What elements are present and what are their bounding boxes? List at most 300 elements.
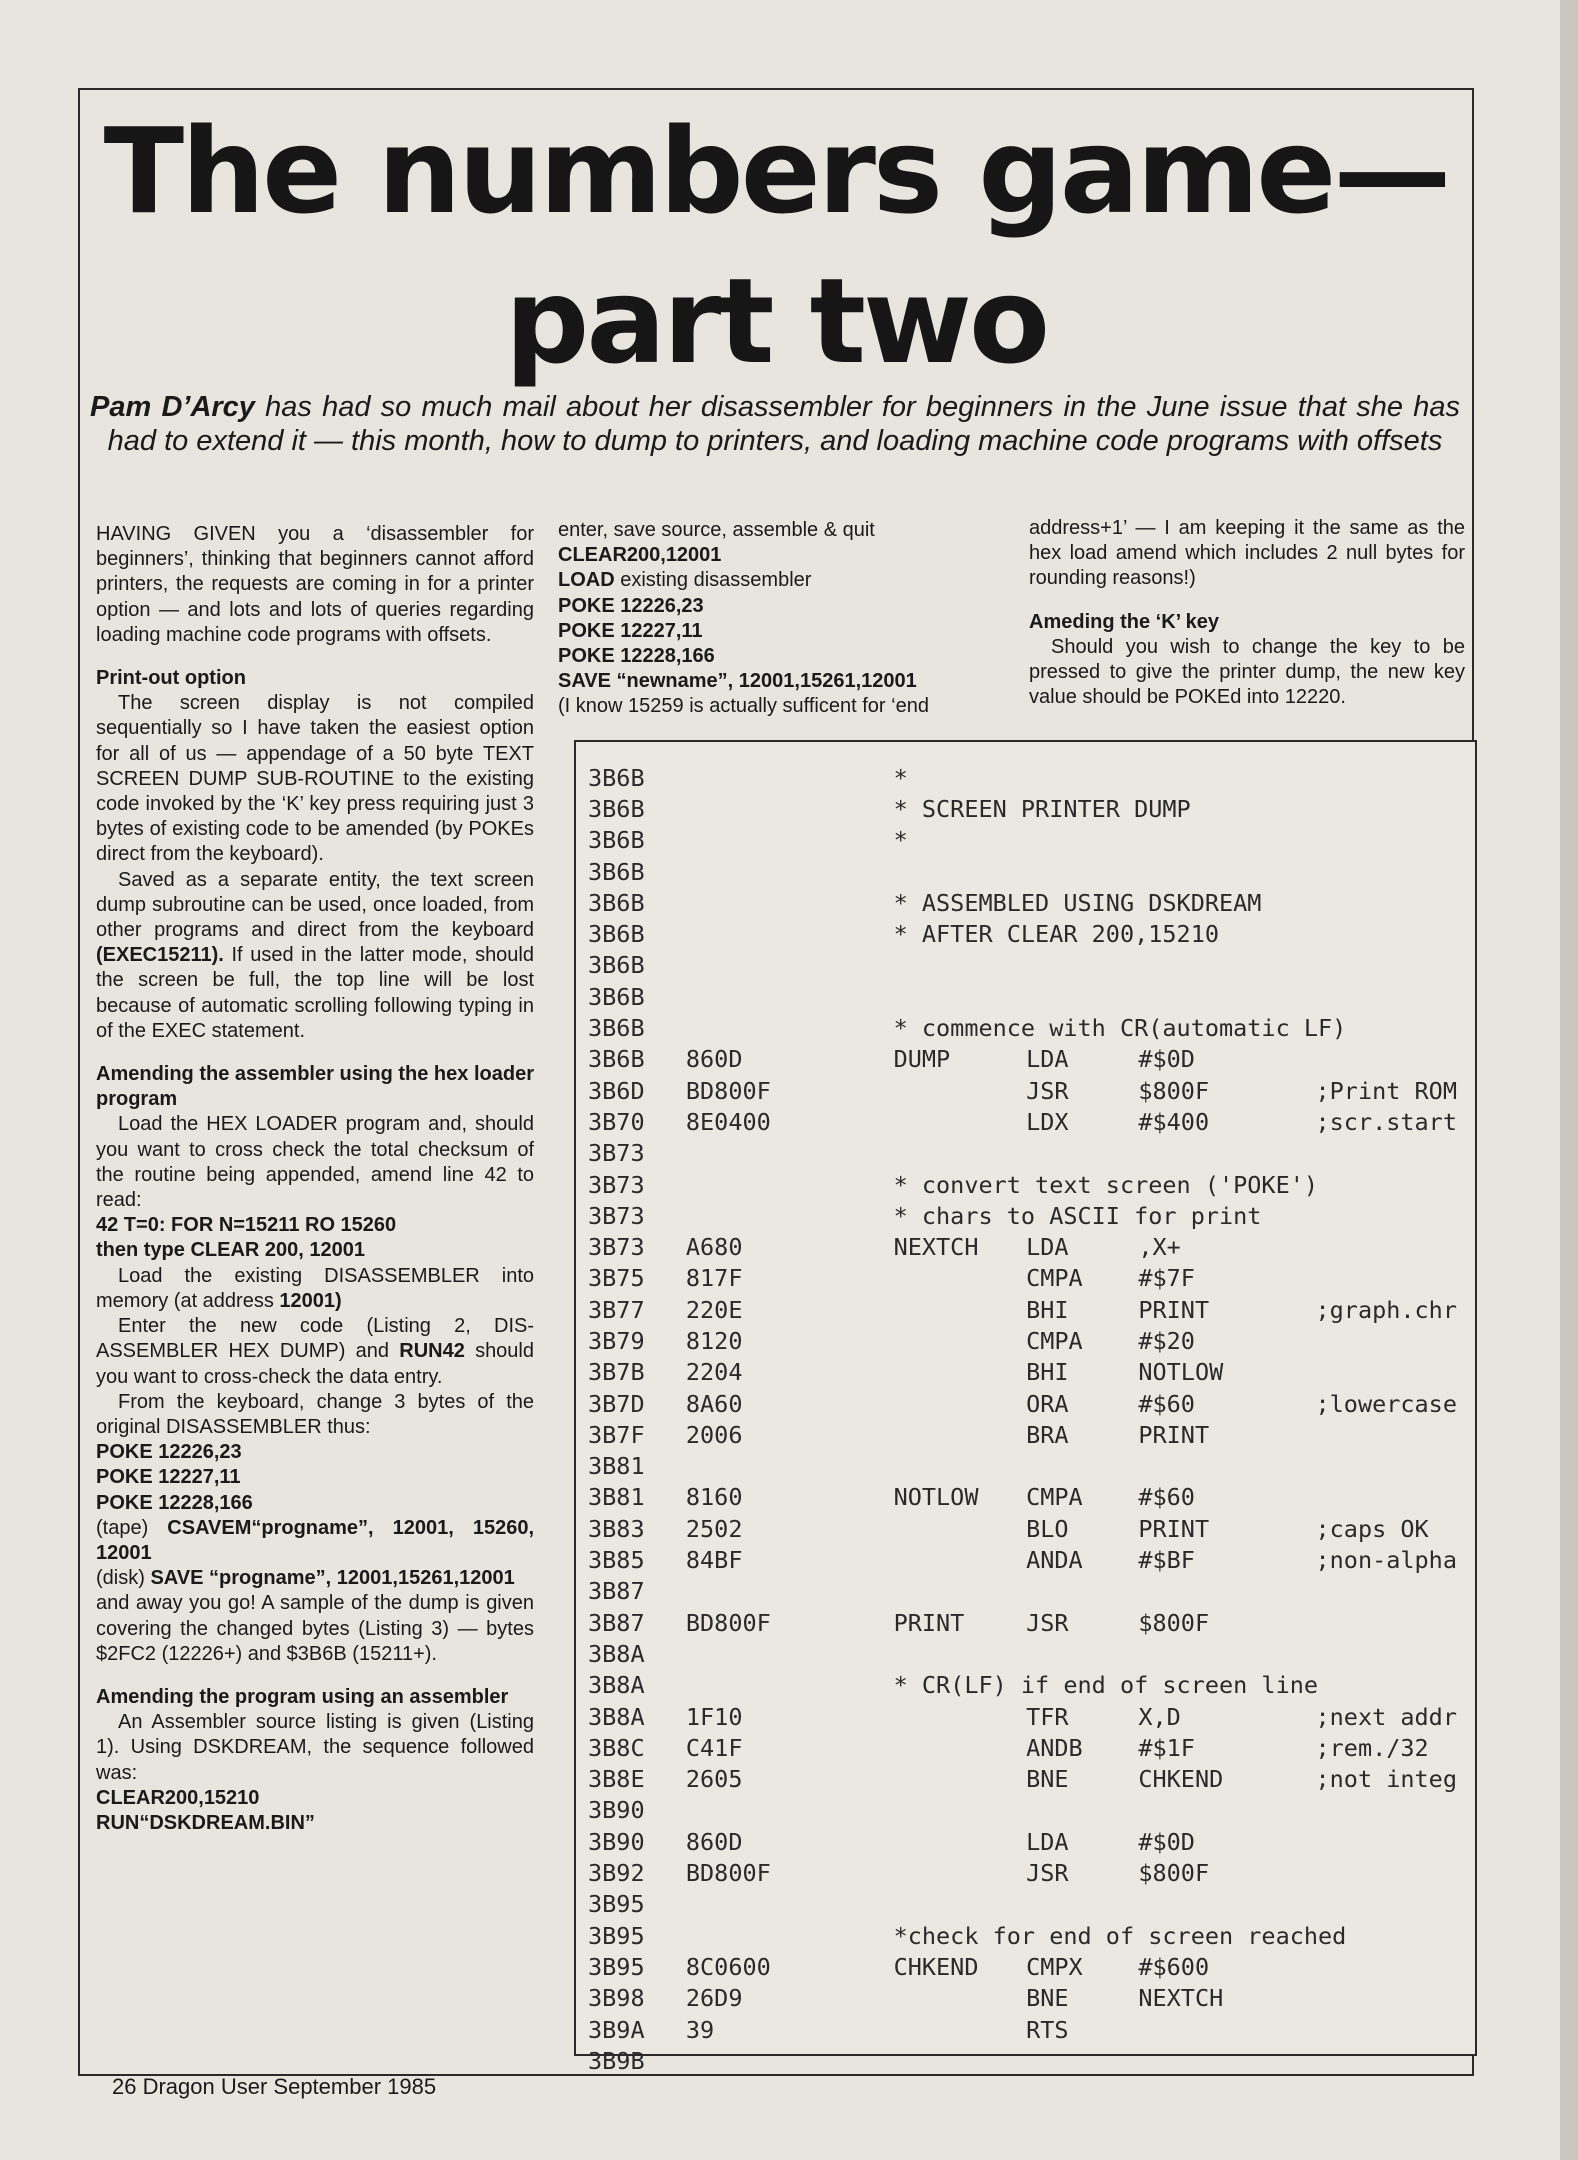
listing-operand: PRINT (1138, 1295, 1210, 1324)
listing-row (588, 1701, 1475, 1732)
listing-operand: NOTLOW (1138, 1358, 1224, 1387)
listing-row (588, 1951, 1475, 1982)
listing-opcode (1026, 1638, 1138, 1669)
listing-opcode (1026, 2045, 1138, 2076)
listing-machine-code: 2006 (685, 1420, 743, 1449)
listing-row (588, 1044, 1475, 1075)
listing-row (588, 1889, 1475, 1920)
listing-comment (1316, 1857, 1476, 1888)
listing-label (894, 1513, 1027, 1544)
listing-machine-code: 2502 (685, 1514, 743, 1543)
listing-comment (1316, 1795, 1476, 1826)
listing-comment (1316, 950, 1476, 981)
listing-address: 3B6B (588, 920, 645, 949)
listing-label (894, 1638, 1027, 1669)
assembler-listing (574, 740, 1477, 2075)
code-line: CLEAR200,12001 (558, 544, 722, 567)
listing-label: DUMP (893, 1045, 951, 1074)
listing-label (894, 1325, 1027, 1356)
listing-machine-code: 84BF (685, 1546, 743, 1575)
listing-opcode (1026, 1889, 1138, 1920)
listing-row (588, 887, 1475, 918)
listing-operand (1138, 1138, 1315, 1169)
listing-label (894, 2014, 1027, 2045)
listing-comment: * (893, 763, 908, 792)
listing-opcode: LDX (1026, 1107, 1069, 1136)
listing-machine-code: 817F (685, 1264, 743, 1293)
listing-machine-code: 26D9 (685, 1984, 743, 2013)
listing-address: 3B6B (588, 982, 645, 1011)
listing-opcode: LDA (1026, 1827, 1069, 1856)
listing-address: 3B8A (588, 1639, 645, 1668)
listing-row (588, 1138, 1475, 1169)
listing-label (894, 1544, 1027, 1575)
listing-comment (1316, 1889, 1476, 1920)
listing-label (894, 856, 1027, 887)
listing-row (588, 1920, 1475, 1951)
listing-comment: * chars to ASCII for print (893, 1201, 1262, 1230)
listing-address: 3B73 (588, 1201, 645, 1230)
listing-row (588, 1482, 1475, 1513)
listing-machine-code: 8E0400 (685, 1107, 771, 1136)
column-3 (1029, 516, 1465, 710)
listing-label (894, 1983, 1027, 2014)
listing-label (894, 1857, 1027, 1888)
listing-address: 3B9B (588, 2046, 645, 2075)
listing-operand (1138, 1576, 1315, 1607)
listing-label (894, 1826, 1027, 1857)
listing-address: 3B95 (588, 1921, 645, 1950)
listing-machine-code (686, 1920, 894, 1951)
author-name: Pam D’Arcy (90, 391, 255, 423)
listing-label (894, 981, 1027, 1012)
listing-comment (1316, 981, 1476, 1012)
listing-comment (1316, 1263, 1476, 1294)
code-text: LOAD (558, 569, 615, 592)
listing-operand: $800F (1138, 1859, 1210, 1888)
listing-machine-code: C41F (685, 1733, 743, 1762)
listing-address: 3B7F (588, 1420, 645, 1449)
listing-row (588, 1764, 1475, 1795)
listing-row (588, 1795, 1475, 1826)
listing-comment: ;next addr (1315, 1702, 1457, 1731)
listing-machine-code (686, 1012, 894, 1043)
listing-label (894, 1889, 1027, 1920)
listing-operand: #$600 (1138, 1952, 1210, 1981)
listing-address: 3B9A (588, 2015, 645, 2044)
listing-label (894, 1294, 1027, 1325)
listing-machine-code (686, 2045, 894, 2076)
listing-row (588, 1169, 1475, 1200)
listing-comment: * convert text screen ('POKE') (893, 1170, 1319, 1199)
listing-opcode (1026, 1451, 1138, 1482)
paragraph (96, 1264, 534, 1314)
code-line: SAVE “newname”, 12001,15261,12001 (558, 670, 917, 693)
code-text: CSAVEM“progname”, 12001, 15260, 12001 (96, 1516, 534, 1564)
code-line: POKE 12227,11 (558, 619, 703, 642)
listing-row (588, 1231, 1475, 1262)
listing-row (588, 1544, 1475, 1575)
listing-label: PRINT (893, 1608, 965, 1637)
paragraph (96, 868, 534, 1044)
listing-operand: #$60 (1138, 1389, 1195, 1418)
listing-opcode (1026, 856, 1138, 887)
listing-machine-code (686, 1889, 894, 1920)
paragraph (96, 1314, 534, 1390)
listing-address: 3B90 (588, 1796, 645, 1825)
listing-address: 3B90 (588, 1827, 645, 1856)
listing-row (588, 1732, 1475, 1763)
paragraph: An Assembler source listing is given (Listing 1). Using DSKDREAM, the sequence followed was: (96, 1711, 534, 1784)
page-footer: 26 Dragon User September 1985 (112, 2074, 437, 2099)
listing-machine-code (686, 856, 894, 887)
listing-comment (1316, 1576, 1476, 1607)
text-line (558, 568, 998, 593)
code-line: POKE 12227,11 (96, 1466, 241, 1489)
listing-label (894, 1106, 1027, 1137)
listing-row (588, 1075, 1475, 1106)
listing-machine-code (686, 825, 894, 856)
listing-address: 3B92 (588, 1859, 645, 1888)
listing-address: 3B73 (588, 1170, 645, 1199)
listing-operand: $800F (1138, 1076, 1210, 1105)
disk-command (96, 1566, 534, 1591)
listing-opcode: ORA (1026, 1389, 1069, 1418)
listing-label (894, 1795, 1027, 1826)
listing-address: 3B8E (588, 1765, 645, 1794)
listing-address: 3B98 (588, 1984, 645, 2013)
listing-machine-code: BD800F (685, 1608, 771, 1637)
heading-print-out-option: Print-out option (96, 667, 246, 690)
listing-label (894, 1075, 1027, 1106)
heading-k-key: Ameding the ‘K’ key (1029, 610, 1220, 633)
listing-label: NEXTCH (893, 1233, 979, 1262)
listing-row (588, 2014, 1475, 2045)
listing-label: NOTLOW (893, 1483, 979, 1512)
listing-machine-code (686, 1200, 894, 1231)
listing-row (588, 1670, 1475, 1701)
listing-machine-code: 2605 (685, 1765, 743, 1794)
listing-row (588, 1388, 1475, 1419)
listing-operand: #$400 (1138, 1107, 1210, 1136)
listing-operand: #$7F (1138, 1264, 1195, 1293)
listing-comment: * ASSEMBLED USING DSKDREAM (893, 888, 1262, 917)
listing-row (588, 2045, 1475, 2076)
listing-operand (1138, 1638, 1315, 1669)
listing-operand: $800F (1138, 1608, 1210, 1637)
listing-label (894, 1576, 1027, 1607)
listing-comment: * CR(LF) if end of screen line (893, 1671, 1319, 1700)
listing-opcode: BHI (1026, 1295, 1069, 1324)
text: should you want to cross-check the data entry. (96, 1340, 534, 1388)
code-line: then type CLEAR 200, 12001 (96, 1239, 365, 1262)
text-line: (I know 15259 is actually sufficent for ‘end (558, 695, 929, 718)
listing-opcode: JSR (1026, 1076, 1069, 1105)
listing-row (588, 1263, 1475, 1294)
listing-operand: ,X+ (1138, 1233, 1181, 1262)
listing-opcode: LDA (1026, 1045, 1069, 1074)
listing-opcode: BNE (1026, 1984, 1069, 2013)
listing-address: 3B79 (588, 1326, 645, 1355)
listing-comment: * (893, 826, 908, 855)
listing-comment: ;rem./32 (1315, 1733, 1429, 1762)
listing-label: CHKEND (893, 1952, 979, 1981)
listing-label (894, 1388, 1027, 1419)
paragraph: From the keyboard, change 3 bytes of the original DISASSEMBLER thus: (96, 1390, 534, 1438)
listing-address: 3B8A (588, 1702, 645, 1731)
listing-row (588, 1513, 1475, 1544)
listing-row (588, 1576, 1475, 1607)
listing-machine-code (686, 1576, 894, 1607)
listing-row (588, 762, 1475, 793)
listing-address: 3B8C (588, 1733, 645, 1762)
listing-operand (1138, 856, 1315, 887)
heading-hex-loader: Amending the assembler using the hex loader program (96, 1063, 534, 1111)
listing-comment: *check for end of screen reached (893, 1921, 1347, 1950)
listing-address: 3B6B (588, 763, 645, 792)
text: existing disassembler (614, 569, 812, 592)
listing-machine-code (686, 1451, 894, 1482)
listing-operand: X,D (1138, 1702, 1181, 1731)
paragraph: The screen display is not compiled sequentially so I have taken the easiest option for all of us — appendage of a 50 byte TEXT SCREEN DUMP SUB-ROUTINE to the existing code invoked by the ‘K’ key press requiring just 3 bytes of existing code to be amended (by POKEs direct from the keyboard). (96, 692, 534, 866)
listing-opcode: CMPA (1026, 1264, 1083, 1293)
listing-operand (1138, 1889, 1315, 1920)
listing-address: 3B6B (588, 794, 645, 823)
text: Saved as a separate entity, the text screen dump subroutine can be used, once loaded, from other programs and direct from the keyboard (96, 868, 534, 942)
code-line: RUN“DSKDREAM.BIN” (96, 1811, 315, 1834)
listing-comment: ;Print ROM (1315, 1076, 1457, 1105)
listing-opcode: ANDA (1026, 1546, 1083, 1575)
listing-row (588, 1294, 1475, 1325)
address-value: 12001) (279, 1289, 342, 1312)
listing-address: 3B70 (588, 1107, 645, 1136)
listing-operand: #$60 (1138, 1483, 1195, 1512)
listing-machine-code (686, 1795, 894, 1826)
listing-operand: PRINT (1138, 1514, 1210, 1543)
listing-row (588, 1638, 1475, 1669)
listing-machine-code: 8A60 (685, 1389, 743, 1418)
listing-address: 3B73 (588, 1233, 645, 1262)
listing-label (894, 1263, 1027, 1294)
listing-address: 3B6B (588, 951, 645, 980)
listing-machine-code: A680 (685, 1233, 743, 1262)
paragraph: address+1’ — I am keeping it the same as the hex load amend which includes 2 null bytes for rounding reasons!) (1029, 517, 1465, 590)
standfirst-text: has had so much mail about her disassembler for beginners in the June issue that she has had to extend it — this month, how to dump to printers, and loading machine code programs with offsets (107, 391, 1460, 457)
listing-label (894, 1764, 1027, 1795)
listing-address: 3B87 (588, 1577, 645, 1606)
listing-label (894, 1419, 1027, 1450)
text: Enter the new code (Listing 2, DIS-ASSEMBLER HEX DUMP) and (96, 1315, 534, 1363)
listing-comment (1316, 1138, 1476, 1169)
listing-address: 3B77 (588, 1295, 645, 1324)
listing-address: 3B8A (588, 1671, 645, 1700)
listing-opcode: JSR (1026, 1608, 1069, 1637)
listing-comment (1316, 1951, 1476, 1982)
listing-row (588, 825, 1475, 856)
listing-opcode: JSR (1026, 1859, 1069, 1888)
listing-machine-code (686, 1169, 894, 1200)
listing-row (588, 856, 1475, 887)
listing-address: 3B7D (588, 1389, 645, 1418)
listing-operand (1138, 1451, 1315, 1482)
listing-operand: #$BF (1138, 1546, 1195, 1575)
listing-table (588, 762, 1475, 2076)
listing-opcode: LDA (1026, 1233, 1069, 1262)
listing-comment: ;caps OK (1315, 1514, 1429, 1543)
listing-opcode: ANDB (1026, 1733, 1083, 1762)
listing-row (588, 1826, 1475, 1857)
listing-row (588, 1419, 1475, 1450)
listing-address: 3B6B (588, 888, 645, 917)
listing-operand (1138, 2045, 1315, 2076)
listing-address: 3B6B (588, 1014, 645, 1043)
listing-operand: NEXTCH (1138, 1984, 1224, 2013)
listing-machine-code: 220E (685, 1295, 743, 1324)
listing-comment: ;not integ (1315, 1765, 1457, 1794)
listing-address: 3B6D (588, 1076, 645, 1105)
listing-comment (1316, 1357, 1476, 1388)
listing-machine-code (686, 1138, 894, 1169)
listing-operand: #$1F (1138, 1733, 1195, 1762)
listing-comment (1316, 1482, 1476, 1513)
listing-operand: PRINT (1138, 1420, 1210, 1449)
listing-label (894, 950, 1027, 981)
listing-operand (1138, 950, 1315, 981)
listing-opcode: BLO (1026, 1514, 1069, 1543)
listing-row (588, 793, 1475, 824)
code-line: 42 T=0: FOR N=15211 RO 15260 (96, 1214, 397, 1237)
column-1 (96, 522, 534, 1836)
listing-row (588, 1607, 1475, 1638)
code-line: POKE 12226,23 (558, 594, 704, 617)
listing-comment (1316, 1419, 1476, 1450)
text: (disk) (96, 1567, 151, 1590)
listing-operand (1138, 981, 1315, 1012)
listing-address: 3B6B (588, 857, 645, 886)
listing-opcode: RTS (1026, 2015, 1069, 2044)
listing-comment: ;graph.chr (1315, 1295, 1457, 1324)
listing-comment (1316, 1638, 1476, 1669)
listing-opcode: TFR (1026, 1702, 1069, 1731)
listing-machine-code: 2204 (685, 1358, 743, 1387)
listing-address: 3B95 (588, 1890, 645, 1919)
heading-assembler: Amending the program using an assembler (96, 1685, 509, 1708)
listing-machine-code: BD800F (685, 1859, 771, 1888)
listing-machine-code (686, 918, 894, 949)
listing-machine-code (686, 762, 894, 793)
listing-comment (1316, 1607, 1476, 1638)
listing-address: 3B85 (588, 1546, 645, 1575)
intro-paragraph: HAVING GIVEN you a ‘disassembler for beginners’, thinking that beginners cannot afford printers, the requests are coming in for a printer option — and lots and lots of queries regarding loading machine code programs with offsets. (96, 523, 534, 646)
listing-machine-code: 1F10 (685, 1702, 743, 1731)
listing-machine-code: 860D (685, 1827, 743, 1856)
title-line-1: The numbers game— (103, 102, 1449, 240)
run-command: RUN42 (399, 1340, 465, 1363)
listing-opcode: CMPA (1026, 1483, 1083, 1512)
paragraph: and away you go! A sample of the dump is given covering the changed bytes (Listing 3) — bytes $2FC2 (12226+) and $3B6B (15211+). (96, 1592, 534, 1665)
standfirst (90, 390, 1460, 458)
listing-label (894, 1138, 1027, 1169)
listing-row (588, 1200, 1475, 1231)
listing-machine-code (686, 1638, 894, 1669)
listing-comment (1316, 1325, 1476, 1356)
listing-operand: #$0D (1138, 1827, 1195, 1856)
listing-opcode (1026, 1795, 1138, 1826)
listing-machine-code: 860D (685, 1045, 743, 1074)
listing-label (894, 1732, 1027, 1763)
listing-comment: * SCREEN PRINTER DUMP (893, 794, 1191, 823)
listing-opcode: BHI (1026, 1358, 1069, 1387)
listing-comment: * AFTER CLEAR 200,15210 (893, 920, 1219, 949)
listing-opcode (1026, 1138, 1138, 1169)
listing-address: 3B95 (588, 1952, 645, 1981)
listing-address: 3B81 (588, 1483, 645, 1512)
listing-address: 3B81 (588, 1452, 645, 1481)
listing-comment: * commence with CR(automatic LF) (893, 1014, 1347, 1043)
listing-comment: ;scr.start (1315, 1107, 1457, 1136)
listing-operand: #$0D (1138, 1045, 1195, 1074)
listing-machine-code (686, 793, 894, 824)
listing-opcode (1026, 1576, 1138, 1607)
listing-address: 3B6B (588, 1045, 645, 1074)
listing-opcode: CMPX (1026, 1952, 1083, 1981)
listing-address: 3B7B (588, 1358, 645, 1387)
code-text: SAVE “progname”, 12001,15261,12001 (150, 1567, 515, 1590)
listing-row (588, 1857, 1475, 1888)
listing-row (588, 918, 1475, 949)
listing-address: 3B87 (588, 1608, 645, 1637)
exec-command: (EXEC15211). (96, 944, 224, 967)
listing-comment (1316, 1826, 1476, 1857)
code-line: POKE 12228,166 (558, 645, 715, 668)
listing-machine-code: 8160 (685, 1483, 743, 1512)
listing-operand (1138, 2014, 1315, 2045)
article-title (100, 96, 1452, 396)
listing-machine-code (686, 1670, 894, 1701)
tape-command (96, 1516, 534, 1566)
listing-row (588, 981, 1475, 1012)
listing-comment (1316, 856, 1476, 887)
listing-comment (1316, 1044, 1476, 1075)
listing-machine-code (686, 981, 894, 1012)
listing-comment (1316, 1451, 1476, 1482)
listing-machine-code: 8C0600 (685, 1952, 771, 1981)
listing-address: 3B73 (588, 1139, 645, 1168)
listing-operand: CHKEND (1138, 1765, 1224, 1794)
code-line: POKE 12226,23 (96, 1441, 242, 1464)
listing-comment: ;lowercase (1315, 1389, 1457, 1418)
listing-operand: #$20 (1138, 1326, 1195, 1355)
listing-comment (1316, 1983, 1476, 2014)
listing-row (588, 1357, 1475, 1388)
listing-address: 3B75 (588, 1264, 645, 1293)
listing-row (588, 1106, 1475, 1137)
listing-row (588, 1012, 1475, 1043)
listing-opcode (1026, 981, 1138, 1012)
text-line: enter, save source, assemble & quit (558, 519, 875, 541)
listing-label (894, 1357, 1027, 1388)
listing-opcode: BNE (1026, 1765, 1069, 1794)
text: If used in the latter mode, should the screen be full, the top line will be lost because of automatic scrolling following typing in of the EXEC statement. (96, 944, 534, 1042)
listing-operand (1138, 1795, 1315, 1826)
listing-comment (1316, 1231, 1476, 1262)
listing-machine-code (686, 887, 894, 918)
listing-address: 3B83 (588, 1514, 645, 1543)
paragraph: Should you wish to change the key to be pressed to give the printer dump, the new key value should be POKEd into 12220. (1029, 635, 1465, 709)
listing-opcode (1026, 950, 1138, 981)
listing-row (588, 950, 1475, 981)
page-edge (1560, 0, 1578, 2160)
